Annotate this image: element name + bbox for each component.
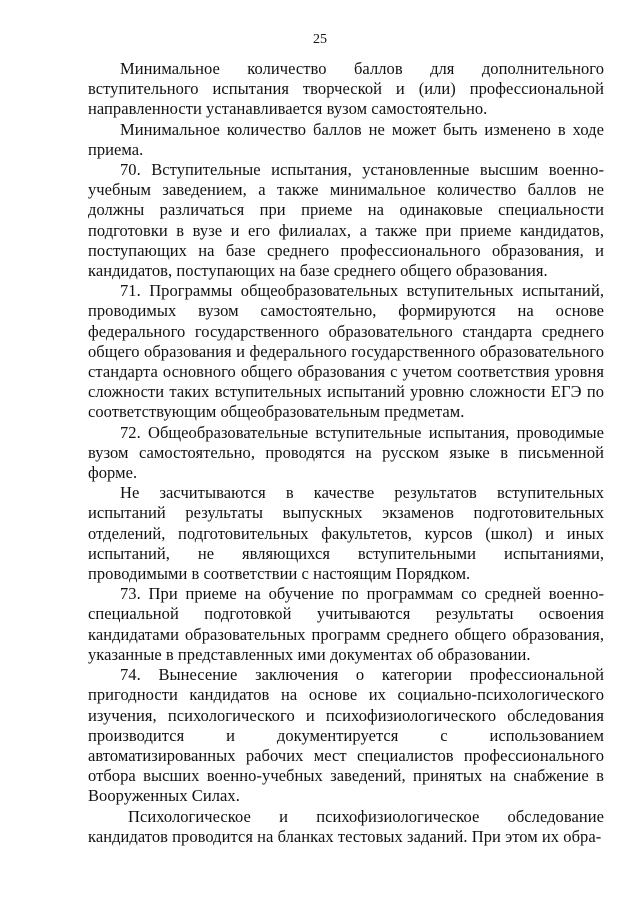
- paragraph-71: 71. Программы общеобразовательных вступительных испытаний, проводимых вузом самостоятельно, формируются на основе федерального государственного образовательного стандарта среднего общего образования и федерального государственного образовательного стандарта основного общего образования с учетом соответствия уровня сложности таких вступительных испытаний уровню сложности ЕГЭ по соответствующим общеобразовательным предметам.: [88, 281, 604, 422]
- paragraph-72: 72. Общеобразовательные вступительные испытания, проводимые вузом самостоятельно, проводятся на русском языке в письменной форме.: [88, 422, 604, 483]
- paragraph-74: 74. Вынесение заключения о категории профессиональной пригодности кандидатов на основе их социально-психологического изучения, психологического и психофизиологического обследования производится и документируется с использованием автоматизированных рабочих мест специалистов профессионального отбора высших военно-учебных заведений, принятых на снабжение в Вооруженных Силах.: [88, 665, 604, 806]
- document-body: [88, 59, 604, 847]
- paragraph-not-counted: Не засчитываются в качестве результатов вступительных испытаний результаты выпускных экзаменов подготовительных отделений, подготовительных факультетов, курсов (школ) и иных испытаний, не являющихся вступительными испытаниями, проводимыми в соответствии с настоящим Порядком.: [88, 483, 604, 584]
- paragraph-73: 73. При приеме на обучение по программам со средней военно-специальной подготовкой учитываются результаты освоения кандидатами образовательных программ среднего общего образования, указанные в представленных ими документах об образовании.: [88, 584, 604, 664]
- page-number: 25: [313, 32, 327, 47]
- paragraph-min-score-unchangeable: Минимальное количество баллов не может быть изменено в ходе приема.: [88, 119, 604, 159]
- paragraph-70: 70. Вступительные испытания, установленные высшим военно-учебным заведением, а также минимальное количество баллов не должны различаться при приеме на одинаковые специальности подготовки в вузе и его филиалах, а также при приеме кандидатов, поступающих на базе среднего профессионального образования, и кандидатов, поступающих на базе среднего общего образования.: [88, 160, 604, 281]
- paragraph-psych-examination: Психологическое и психофизиологическое обследование кандидатов проводится на бланках тестовых заданий. При этом их обра-: [88, 806, 604, 846]
- paragraph-min-score-creative: Минимальное количество баллов для дополнительного вступительного испытания творческой и (или) профессиональной направленности устанавливается вузом самостоятельно.: [88, 59, 604, 119]
